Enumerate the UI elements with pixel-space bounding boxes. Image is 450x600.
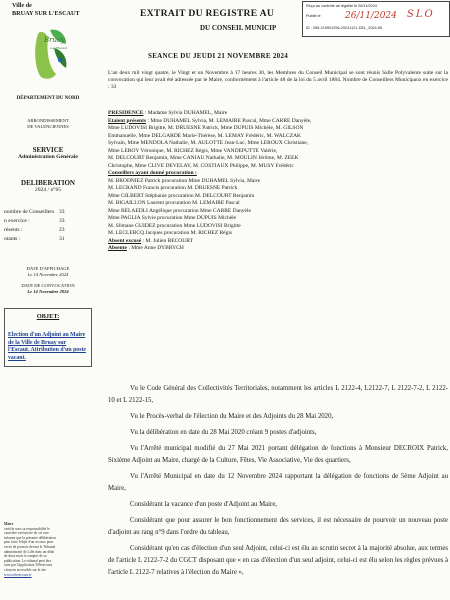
present-line: Emmanuelle, Mme DELGARDE Marie-Thérèse, M. LEMAY Frédéric, M. WALCZAK	[108, 132, 302, 139]
arrondissement-line: DE VALENCIENNES	[27, 124, 69, 129]
logo-wordmark-sub: sur l'Escaut	[50, 46, 68, 50]
logo-wordmark: Bruay	[44, 36, 66, 44]
left-margin-column	[4, 2, 92, 600]
convocation-date-label: DATE DE CONVOCATION	[21, 283, 75, 289]
presents-label: Etaient présents	[108, 117, 147, 124]
small-print-line: certifie sous sa responsabilité le	[4, 526, 50, 531]
display-date: Le 14 Novembre 2024	[27, 271, 69, 277]
procuration-line: Mme BELAEDLI Angélique procuration Mme CARRE Danyèle	[108, 207, 251, 214]
service-title: SERVICE	[32, 146, 64, 154]
attendance-block	[108, 110, 448, 253]
count-row	[4, 208, 92, 217]
dates-block	[4, 266, 92, 294]
object-title: OBJET:	[36, 313, 60, 321]
procuration-label: Conseillers ayant donné procuration :	[108, 170, 197, 176]
count-row	[4, 235, 92, 244]
present-line: Christophe, Mme CLIVE DEVELAY, M. COSTIAUX Philippe, M. MUSY Frédéric	[108, 162, 294, 169]
recitals	[108, 383, 448, 583]
arrondissement-line: ARRONDISSEMENT	[27, 118, 69, 123]
session-title: SEANCE DU JEUDI 21 NOVEMBRE 2024	[148, 52, 289, 60]
recital-paragraph: Vu le Code Général des Collectivités Territoriales, notamment les articles L 2122-4, L2122-7, L 2122-7-2, L 2122-10 et L 2122-15,	[108, 385, 448, 404]
present-text: : Mme DUHAMEL Sylvia, M. LEMAIRE Pascal, Mme CARRE Danyèle,	[147, 117, 312, 124]
absente-label: Absente	[108, 245, 127, 251]
absente-line	[108, 245, 448, 253]
count-value: 33	[59, 209, 65, 215]
procuration-line: M. Slimane GUIDEZ procuration Mme LUDOVISI Brigitte	[108, 222, 241, 229]
recital-paragraph: Vu l'Arrêté municipal modifié du 27 Mai 2021 portant délégation de fonctions à Monsieur DECROIX Patrick, Sixième Adjoint au Maire, chargé de la Culture, Fêtes, Vie Associative, Vie des quartiers,	[108, 445, 448, 464]
recital-paragraph: Vu le Procès-verbal de l'élection du Maire et des Adjoints du 28 Mai 2020,	[130, 413, 334, 420]
convocation-date: Le 14 Novembre 2024	[27, 288, 69, 294]
count-row	[4, 226, 92, 235]
procuration-line: M. BIGAILLON Laurent procuration M. LEMAIRE Pascal	[108, 200, 240, 206]
object-box	[4, 308, 92, 367]
recital-paragraph: Considérant la vacance d'un poste d'Adjoint au Maire,	[130, 501, 278, 508]
absent-excuse-value: : M. Julien BECOURT	[142, 237, 193, 244]
count-value: 23	[59, 227, 65, 233]
count-label: nombre de Conseillers	[4, 209, 55, 215]
absent-excuse-line	[108, 238, 448, 246]
deliberation-number: 2024 / n°65	[34, 187, 62, 193]
presidence-value: : Madame Sylvia DUHAMEL, Maire	[144, 110, 228, 116]
small-print-line: publication. Le tribunal peut être	[4, 558, 52, 563]
intro-paragraph: L'an deux mil vingt quatre, le Vingt et un Novembre à 17 heures 30, les Membres du Conseil Municipal se sont réunis Salle Polyvalente suite sur la convocation qui leur avait été adressée par le Maire, conformément à l'article 48 de la loi du 5 avril 1884. Nombre de Conseillers Municipaux en exercice : 33	[108, 70, 448, 91]
count-label: n exercice :	[4, 218, 30, 224]
small-print-line: citoyens accessible sur le site	[4, 567, 47, 572]
register-title: EXTRAIT DU REGISTRE AU	[140, 8, 275, 19]
present-line: M. DELCOURT Benjamin, Mme CANIAU Nathalie, M. MOULIN Jérôme, M. ZEEK	[108, 155, 299, 161]
deliberation-title: DELIBERATION	[21, 179, 75, 187]
stamp-handwritten-date: 26/11/2024	[345, 11, 397, 21]
recital-paragraph: Vu l'Arrêté Municipal en date du 12 Novembre 2024 rapportant la délégation de fonctions de 5ème Adjoint au Maire,	[108, 473, 448, 492]
recital-paragraph: Considérant qu'en cas d'élection d'un seul Adjoint, celui-ci est élu au scrutin secret à la majorité absolue, aux termes de l'article L 2122-7-2 du CGCT disposant que « en cas d'élection d'un seul adjoint, celui-ci est élu selon les règles prévues à l'article L 2122-7 relatives à l'élection du Maire »,	[108, 545, 448, 576]
small-print-line: administratif de Lille dans un délai	[4, 549, 55, 554]
count-value: 33	[59, 218, 65, 224]
count-value: 31	[59, 236, 65, 242]
absent-excuse-label: Absent excusé	[108, 237, 142, 244]
count-label: résents :	[4, 227, 23, 233]
small-print-header: Maire	[4, 522, 14, 526]
absente-value: : Mme Anne DYBRYCH	[128, 245, 184, 251]
city-logo-graphic	[30, 24, 74, 82]
procuration-line: M. LECLERCQ Jacques procuration M. RICHEZ Régis	[108, 230, 233, 236]
stamp-line: Publié le	[306, 14, 321, 18]
municipality-line: BRUAY SUR L'ESCAUT	[12, 10, 80, 17]
procuration-line: Mme GILBERT Stéphanie procuration M. DELCOURT Benjamin	[108, 192, 255, 199]
small-print-line: de deux mois à compter de sa	[4, 554, 47, 559]
procuration-line: M. BRODNIEZ Patrick procuration Mme DUHAMEL Sylvia, Maire	[108, 177, 261, 184]
presidence-label: PRESIDENCE	[108, 110, 144, 116]
small-print-line: peut faire l'objet d'un recours pour	[4, 540, 54, 545]
city-logo	[30, 24, 74, 82]
council-counts	[4, 208, 92, 244]
present-line	[108, 118, 448, 126]
arrondissement	[4, 118, 92, 130]
small-print-link[interactable]: www.telerecours.fr	[4, 572, 32, 577]
object-text: Election d'un Adjoint au Maire de la Ville de Bruay sur l'Escaut. Attribution d'un poste vacant.	[8, 332, 86, 361]
municipality-name	[12, 2, 92, 18]
present-line: Mme LEROY Véronique, M. RICHEZ Régis, Mme VANDEPUTTE Valérie,	[108, 147, 278, 154]
display-date-label: DATE D'AFFICHAGE	[26, 266, 70, 271]
procuration-line: Mme PAGLIA Sylvie procuration Mme DUPUIS Michèle	[108, 215, 237, 221]
legality-stamp	[302, 1, 450, 37]
stamp-handwritten-initials: SLO	[407, 9, 435, 20]
small-print-line: excès de pouvoir devant le Tribunal	[4, 544, 56, 549]
small-print-line: caractère exécutoire de cet acte	[4, 531, 49, 536]
count-row	[4, 217, 92, 226]
stamp-line: ID : 059-215901256-20241121-DEL_2024-65	[306, 26, 383, 30]
small-print-line: informe que la présente délibération	[4, 535, 56, 540]
count-label: otants :	[4, 236, 21, 242]
department: DÉPARTEMENT DU NORD	[16, 96, 80, 101]
recital-paragraph: Considérant que pour assurer le bon fonctionnement des services, il est nécessaire de pourvoir un nouveau poste d'adjoint au rang n°9 dans l'ordre du tableau,	[108, 517, 448, 536]
present-line: Sylvain, Mme MENDOLA Nathalie, M. AULOTTE Jean-Luc, Mme LEROUX Christiane,	[108, 140, 309, 146]
presidence-line	[108, 110, 448, 118]
municipality-line: Ville de	[12, 2, 32, 9]
procuration-header	[108, 170, 448, 178]
legal-small-print	[4, 522, 92, 577]
recital-paragraph: Vu la délibération en date du 28 Mai 2020 créant 9 postes d'adjoints,	[130, 429, 317, 436]
procuration-line: M. LECRAND Francis procuration M. DRUESNE Patrick	[108, 185, 238, 191]
service-name: Administration Générale	[18, 154, 78, 160]
present-line: Mme LUDOVISI Brigitte, M. DRUESNE Patrick, Mme DUPUIS Michèle, M. GILSON	[108, 125, 304, 131]
stamp-line: Reçu au contrôle de légalité le 26/11/2024	[306, 4, 377, 8]
small-print-line: saisi par l'application Télérecours	[4, 563, 53, 568]
register-subtitle: DU CONSEIL MUNICIP	[200, 24, 277, 32]
